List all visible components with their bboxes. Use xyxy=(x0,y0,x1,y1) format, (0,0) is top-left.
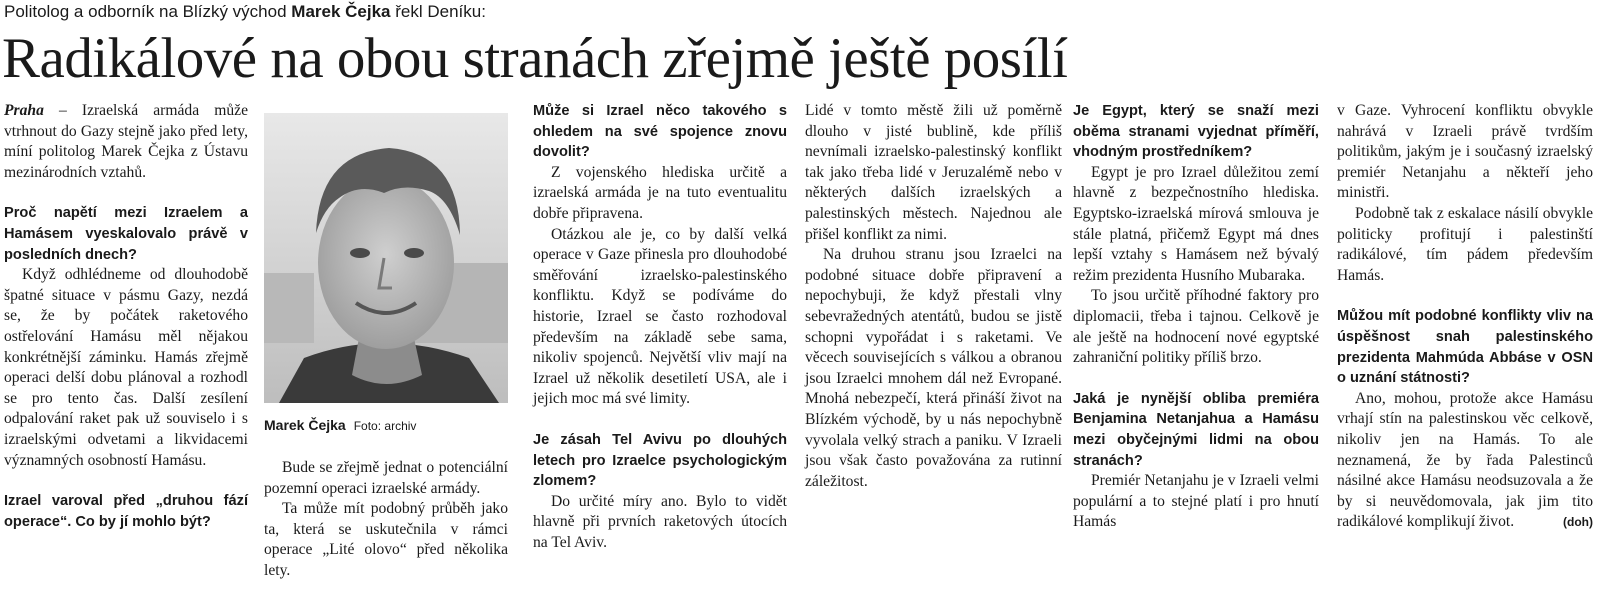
kicker-prefix: Politolog a odborník na Blízký východ xyxy=(4,2,292,21)
answer: Otázkou ale je, co by další velká operace v Gaze přinesla pro dlouhodobé směřování izraelsko-palestinského konfliktu. Když se podíváme do historie, Izrael se často rozhodoval především na základě sebe sama, nikoliv spojenců. Největší vliv mají na Izrael už několik desetiletí USA, ale i jejich moc má své limity. xyxy=(533,225,787,408)
answer xyxy=(1337,389,1593,533)
question: Jaká je nynější obliba premiéra Benjamina Netanjahua a Hamásu mezi obyčejnými lidmi na obou stranách? xyxy=(1073,390,1319,469)
question: Můžou mít podobné konflikty vliv na úspěšnost snah palestinského prezidenta Mahmúda Abbáse v OSN o uznání státnosti? xyxy=(1337,308,1593,387)
headline: Radikálové na obou stranách zřejmě ještě posílí xyxy=(2,27,1068,90)
answer: Z vojenského hlediska určitě a izraelská armáda je na tuto eventualitu dobře připravena. xyxy=(533,163,787,222)
answer: v Gaze. Vyhrocení konfliktu obvykle nahrává v Izraeli právě tvrdším politikům, jakým je i současný izraelský premiér Netanjahu a někteří jeho ministři. xyxy=(1337,102,1593,202)
column-6 xyxy=(1337,101,1593,533)
answer: Premiér Netanjahu je v Izraeli velmi populární a to stejné platí i pro hnutí Hamás xyxy=(1073,472,1319,531)
answer: Když odhlédneme od dlouhodobě špatné situace v pásmu Gazy, nezdá se, že by počátek raketového ostřelování Hamásu měl nějakou konkrétnější záminku. Hamás zřejmě operaci delší dobu plánoval a rozhodl se pro tento čas. Další zesílení odpalování raket pak už souviselo i s izraelskými odvetami a likvidacemi významných osobností Hamásu. xyxy=(4,266,248,469)
lead-text: – Izraelská armáda může vtrhnout do Gazy stejně jako před lety, míní politolog Marek Čejka z Ústavu mezinárodních vztahů. xyxy=(4,102,248,181)
answer: Egypt je pro Izrael důležitou zemí hlavně z bezpečnostního hlediska. Egyptsko-izraelská mírová smlouva je stále platná, přičemž Egypt má dnes lepší vztahy s Hamásem než bývalý režim prezidenta Husního Mubaraka. xyxy=(1073,163,1319,284)
question: Izrael varoval před „druhou fází operace“. Co by jí mohlo být? xyxy=(4,493,248,530)
dateline: Praha xyxy=(4,102,44,119)
answer: Bude se zřejmě jednat o potenciální pozemní operaci izraelské armády. xyxy=(264,459,508,497)
answer: To jsou určitě příhodné faktory pro diplomacii, třeba i tajnou. Celkově je ale ještě na hodnocení nové egyptské zahraniční politiky příliš brzo. xyxy=(1073,287,1319,367)
question: Je zásah Tel Avivu po dlouhých letech pro Izraelce psychologickým zlomem? xyxy=(533,431,787,490)
portrait-photo xyxy=(264,113,508,403)
kicker-suffix: řekl Deníku: xyxy=(390,2,486,21)
answer-text: Ano, mohou, protože akce Hamásu vrhají stín na palestinskou věc celkově, nikoliv jen na Hamás. To ale neznamená, že by řada Palestinců násilné akce Hamásu neodsuzovala a že by si neuvědomovala, jak jim tito radikálové komplikují život. xyxy=(1337,389,1593,531)
kicker xyxy=(4,2,486,22)
answer: Do určité míry ano. Bylo to vidět hlavně při prvních raketových útocích na Tel Aviv. xyxy=(533,492,787,551)
answer: Lidé v tomto městě žili už poměrně dlouho v jisté bublině, kde příliš nevnímali izraelsko-palestinský konflikt tak jako třeba lidé v Jeruzalémě nebo v některých dalších izraelských a palestinských městech. Najednou ale přišel konflikt za nimi. xyxy=(805,102,1062,243)
portrait-illustration xyxy=(264,113,508,403)
answer: Podobně tak z eskalace násilí obvykle politicky profitují i palestinští radikálové, tím pádem především Hamás. xyxy=(1337,204,1593,284)
lead-paragraph xyxy=(4,101,248,183)
photo-credit: Foto: archiv xyxy=(353,419,417,433)
question: Proč napětí mezi Izraelem a Hamásem vyeskalovalo právě v posledních dnech? xyxy=(4,205,248,263)
column-3 xyxy=(533,101,787,553)
question: Je Egypt, který se snaží mezi oběma stranami vyjednat příměří, vhodným prostředníkem? xyxy=(1073,103,1319,161)
column-1 xyxy=(4,101,248,532)
caption-name: Marek Čejka xyxy=(264,417,346,433)
column-2 xyxy=(264,458,508,582)
answer: Na druhou stranu jsou Izraelci na podobné situace dobře připravení a nepochybuji, že když přestali vlny sebevražedných atentátů, budou se jistě schopni vypořádat i s raketami. Ve věcech souvisejících s válkou a obranou jsou Izraelci mnohem dál než Evropané. Mnohá nebezpečí, která přináší život na Blízkém východě, by u nás nepochybně vyvolala velký strach a paniku. V Izraeli jsou však často považována za rutinní záležitost. xyxy=(805,246,1062,490)
answer: Ta může mít podobný průběh jako ta, která se uskutečnila v rámci operace „Lité olovo“ před několika lety. xyxy=(264,500,508,579)
author-signature: (doh) xyxy=(1563,515,1593,530)
photo-caption xyxy=(264,416,416,435)
question: Může si Izrael něco takového s ohledem na své spojence znovu dovolit? xyxy=(533,103,787,161)
column-4 xyxy=(805,101,1062,492)
column-5 xyxy=(1073,101,1319,533)
kicker-name: Marek Čejka xyxy=(291,2,391,21)
